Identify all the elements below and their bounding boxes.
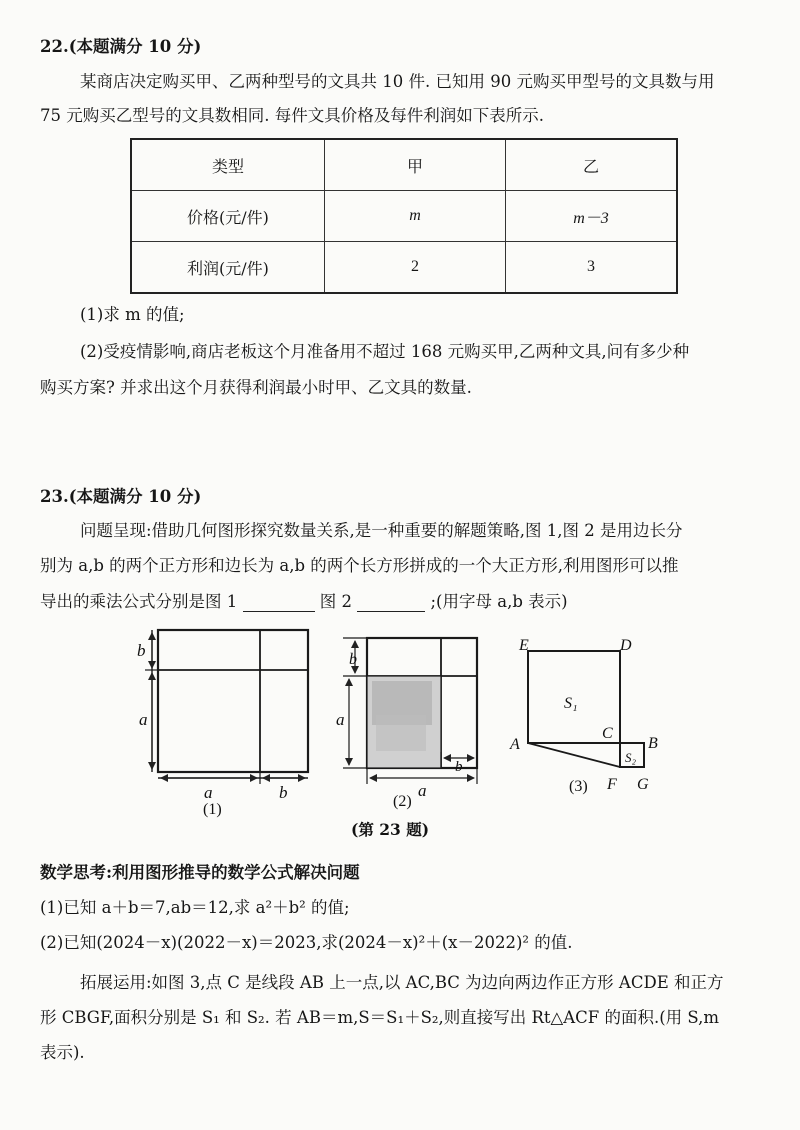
fig1-caption: (1) [203,801,222,818]
table-cell: m [325,191,506,242]
fig3-label-S2: S₂ [625,750,637,765]
fig2-caption: (2) [393,793,412,810]
q22-intro-line2: 75 元购买乙型号的文具数相同. 每件文具价格及每件利润如下表所示. [40,106,544,125]
fig1-label-b-bottom: b [279,783,288,802]
table-header-cell: 类型 [131,139,325,191]
fig2-label-a-left: a [336,710,345,729]
fig1-label-a-bottom: a [204,783,213,802]
q22-part2-line2: 购买方案? 并求出这个月获得利润最小时甲、乙文具的数量. [40,378,472,397]
q22-part1: (1)求 m 的值; [80,305,185,324]
fig3-label-B: B [648,735,658,752]
q23-think-heading: 数学思考:利用图形推导的数学公式解决问题 [40,863,360,882]
fig3-label-E: E [519,637,529,654]
fig1-label-a-left: a [139,710,148,729]
table-cell: 3 [506,242,678,294]
q23-extend-line3: 表示). [40,1043,85,1062]
table-header-cell: 乙 [506,139,678,191]
q23-heading: 23.(本题满分 10 分) [40,487,202,506]
fig3-label-A: A [510,736,520,753]
table-header-cell: 甲 [325,139,506,191]
formula-prompt-tail: ;(用字母 a,b 表示) [430,592,568,611]
table-cell: 价格(元/件) [131,191,325,242]
fig2-label-b-bottom: b [455,759,463,775]
fig1-outer-square [158,630,308,772]
fig3-label-C: C [602,725,613,742]
fig2-label-b: b [349,651,357,668]
table-cell: 利润(元/件) [131,242,325,294]
q22-part2-line1: (2)受疫情影响,商店老板这个月准备用不超过 168 元购买甲,乙两种文具,问有多少种 [80,342,690,361]
fig3-label-S1: S₁ [564,695,578,712]
q22-heading: 22.(本题满分 10 分) [40,37,202,56]
q22-intro-line1: 某商店决定购买甲、乙两种型号的文具共 10 件. 已知用 90 元购买甲型号的文具数与用 [80,72,715,91]
fig3-label-G: G [637,776,649,793]
fig3-label-D: D [620,637,632,654]
q23-think-2: (2)已知(2024－x)(2022－x)＝2023,求(2024－x)²＋(x－2022)² 的值. [40,933,573,952]
table-cell: 2 [325,242,506,294]
q23-extend-line2: 形 CBGF,面积分别是 S₁ 和 S₂. 若 AB＝m,S＝S₁＋S₂,则直接写出 Rt△ACF 的面积.(用 S,m [40,1008,719,1027]
fig3-label-F: F [607,776,617,793]
q23-problem-line1: 问题呈现:借助几何图形探究数量关系,是一种重要的解题策略,图 1,图 2 是用边长分 [80,521,683,540]
fig3-segment-AF [528,743,620,767]
q23-problem-line2: 别为 a,b 的两个正方形和边长为 a,b 的两个长方形拼成的一个大正方形,利用图形可以推 [40,556,679,575]
q23-think-1: (1)已知 a＋b＝7,ab＝12,求 a²＋b² 的值; [40,898,350,917]
fig2-label-a-bottom: a [418,781,427,800]
q23-extend-line1: 拓展运用:如图 3,点 C 是线段 AB 上一点,以 AC,BC 为边向两边作正方形 ACDE 和正方 [80,973,724,992]
figures-caption: (第 23 题) [351,820,430,839]
formula-prompt-fig1: 导出的乘法公式分别是图 1 [40,592,238,611]
fig1-label-b: b [137,641,146,660]
fig3-caption: (3) [569,778,588,795]
figure-1 [145,630,308,784]
table-cell: m－3 [506,191,678,242]
formula-prompt-fig2: 图 2 [319,592,352,611]
